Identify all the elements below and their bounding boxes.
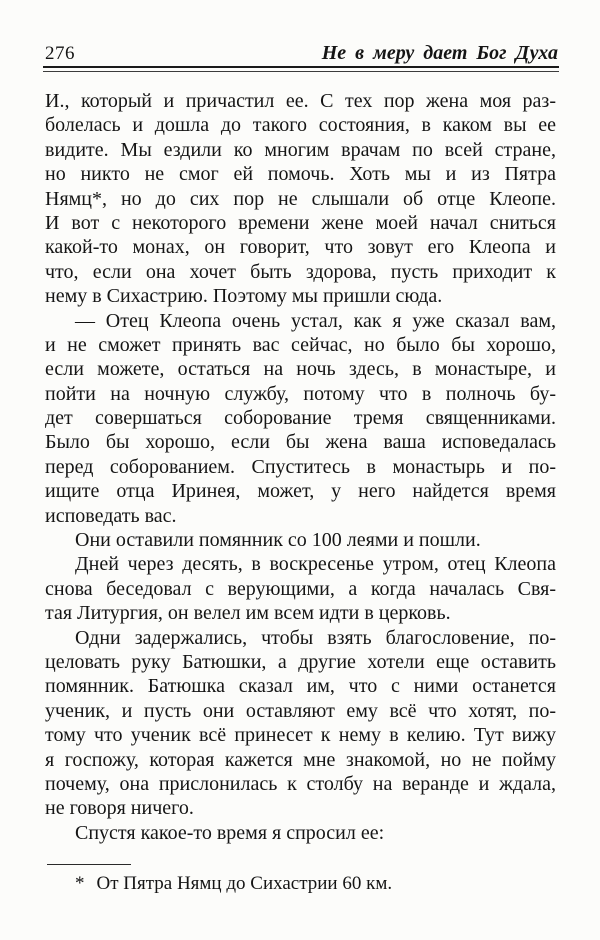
text-line: тая Литургия, он велел им всем идти в церковь. xyxy=(45,602,451,625)
running-title: Не в меру дает Бог Духа xyxy=(321,42,558,64)
text-line: что, если она хочет быть здорова, пусть приходит к xyxy=(45,260,556,283)
header-rule xyxy=(43,66,559,72)
footnote-marker: * xyxy=(75,873,85,894)
text-line: перед соборованием. Спуститесь в монастырь и по- xyxy=(45,455,556,478)
text-line: Спустя какое-то время я спросил ее: xyxy=(75,821,385,844)
text-line: пойти на ночную службу, потому что в полночь бу- xyxy=(45,382,556,405)
text-line: Нямц*, но до сих пор не слышали об отце Клеопе. xyxy=(45,187,556,210)
text-line: помянник. Батюшка сказал им, что с ними останется xyxy=(45,675,556,698)
text-line: целовать руку Батюшки, а другие хотели еще оставить xyxy=(45,650,556,673)
text-line: снова беседовал с верующими, а когда началась Свя- xyxy=(45,577,556,600)
text-line: нему в Сихастрию. Поэтому мы пришли сюда. xyxy=(45,285,443,308)
text-line: какой-то монах, он говорит, что зовут его Клеопа и xyxy=(45,236,556,259)
footnote-separator xyxy=(47,864,131,865)
text-line: но никто не смог ей помочь. Хоть мы и из Пятра xyxy=(45,163,556,186)
footnote-text: От Пятра Нямц до Сихастрии 60 км. xyxy=(96,873,393,894)
text-line: — Отец Клеопа очень устал, как я уже сказал вам, xyxy=(75,309,556,332)
page-header xyxy=(45,42,558,65)
page-body xyxy=(45,89,556,845)
text-line: болелась и дошла до такого состояния, в каком вы ее xyxy=(45,114,556,137)
text-line: и не сможет принять вас сейчас, но было бы хорошо, xyxy=(45,333,556,356)
text-line: я госпожу, которая кажется мне знакомой, но не пойму xyxy=(45,748,556,771)
text-line: ученик, и пусть они оставляют ему всё что хотят, по- xyxy=(45,699,556,722)
text-line: дет совершаться соборование тремя священниками. xyxy=(45,407,556,430)
text-line: тому что ученик всё принесет к нему в келию. Тут вижу xyxy=(45,724,556,747)
text-line: исповедать вас. xyxy=(45,504,177,527)
text-line: Одни задержались, чтобы взять благословение, по- xyxy=(75,626,556,649)
text-line: Было бы хорошо, если бы жена ваша исповедалась xyxy=(45,431,556,454)
page-number: 276 xyxy=(45,43,75,64)
text-line: ищите отца Иринея, может, у него найдется время xyxy=(45,480,556,503)
text-line: почему, она прислонилась к столбу на веранде и ждала, xyxy=(45,772,556,795)
text-line: Они оставили помянник со 100 леями и пошли. xyxy=(75,529,481,552)
text-line: И., который и причастил ее. С тех пор жена моя раз- xyxy=(45,90,556,112)
text-line: если можете, остаться на ночь здесь, в монастыре, и xyxy=(45,358,556,381)
text-line: не говоря ничего. xyxy=(45,797,194,820)
text-line: Дней через десять, в воскресенье утром, отец Клеопа xyxy=(75,553,556,576)
text-line: И вот с некоторого времени жене моей начал сниться xyxy=(45,211,556,234)
text-line: видите. Мы ездили ко многим врачам по всей стране, xyxy=(45,138,556,161)
footnote xyxy=(45,872,556,896)
